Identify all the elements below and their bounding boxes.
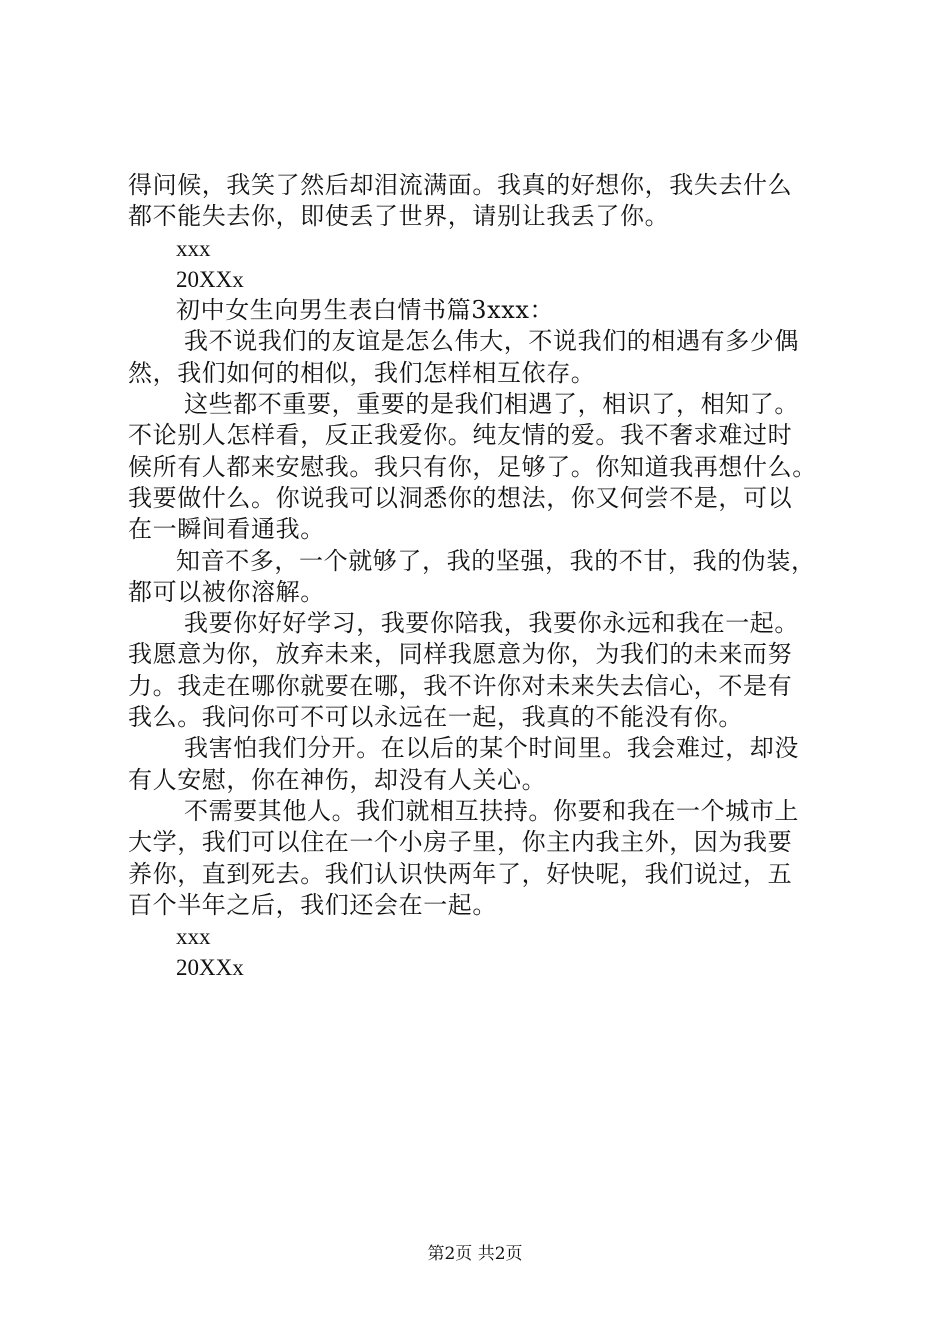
body-line: 在一瞬间看通我。 bbox=[128, 515, 325, 544]
body-line: 候所有人都来安慰我。我只有你，足够了。你知道我再想什么。 bbox=[128, 452, 817, 481]
body-line: 然，我们如何的相似，我们怎样相互依存。 bbox=[128, 358, 596, 387]
body-line: 知音不多，一个就够了，我的坚强，我的不甘，我的伪装， bbox=[176, 546, 816, 575]
body-line: 大学，我们可以住在一个小房子里，你主内我主外，因为我要 bbox=[128, 828, 793, 857]
section-heading: 初中女生向男生表白情书篇3xxx： bbox=[176, 296, 555, 325]
body-line: 我愿意为你，放弃未来，同样我愿意为你，为我们的未来而努 bbox=[128, 640, 793, 669]
body-line: 都不能失去你，即使丢了世界，请别让我丢了你。 bbox=[128, 202, 670, 231]
body-line: 我不说我们的友谊是怎么伟大，不说我们的相遇有多少偶 bbox=[184, 327, 799, 356]
signature-name: xxx bbox=[176, 924, 211, 950]
signature-name: xxx bbox=[176, 235, 211, 261]
body-line: 不需要其他人。我们就相互扶持。你要和我在一个城市上 bbox=[184, 796, 799, 825]
body-line: 有人安慰，你在神伤，却没有人关心。 bbox=[128, 765, 547, 794]
letter-body bbox=[128, 170, 838, 984]
body-line: 我害怕我们分开。在以后的某个时间里。我会难过，却没 bbox=[184, 734, 799, 763]
body-line: 养你，直到死去。我们认识快两年了，好快呢，我们说过，五 bbox=[128, 859, 793, 888]
body-line: 我要你好好学习，我要你陪我，我要你永远和我在一起。 bbox=[184, 609, 799, 638]
body-line: 这些都不重要，重要的是我们相遇了，相识了，相知了。 bbox=[184, 390, 799, 419]
body-line: 力。我走在哪你就要在哪，我不许你对未来失去信心，不是有 bbox=[128, 671, 793, 700]
body-line: 不论别人怎样看，反正我爱你。纯友情的爱。我不奢求难过时 bbox=[128, 421, 793, 450]
body-line: 我么。我问你可不可以永远在一起，我真的不能没有你。 bbox=[128, 703, 743, 732]
body-line: 百个半年之后，我们还会在一起。 bbox=[128, 890, 497, 919]
body-line: 得问候，我笑了然后却泪流满面。我真的好想你，我失去什么 bbox=[128, 171, 793, 199]
signature-date: 20XXx bbox=[176, 266, 244, 292]
body-line: 都可以被你溶解。 bbox=[128, 577, 325, 606]
body-line: 我要做什么。你说我可以洞悉你的想法，你又何尝不是，可以 bbox=[128, 483, 793, 512]
signature-date: 20XXx bbox=[176, 955, 244, 981]
page-number-footer: 第2页 共2页 bbox=[427, 1244, 523, 1264]
